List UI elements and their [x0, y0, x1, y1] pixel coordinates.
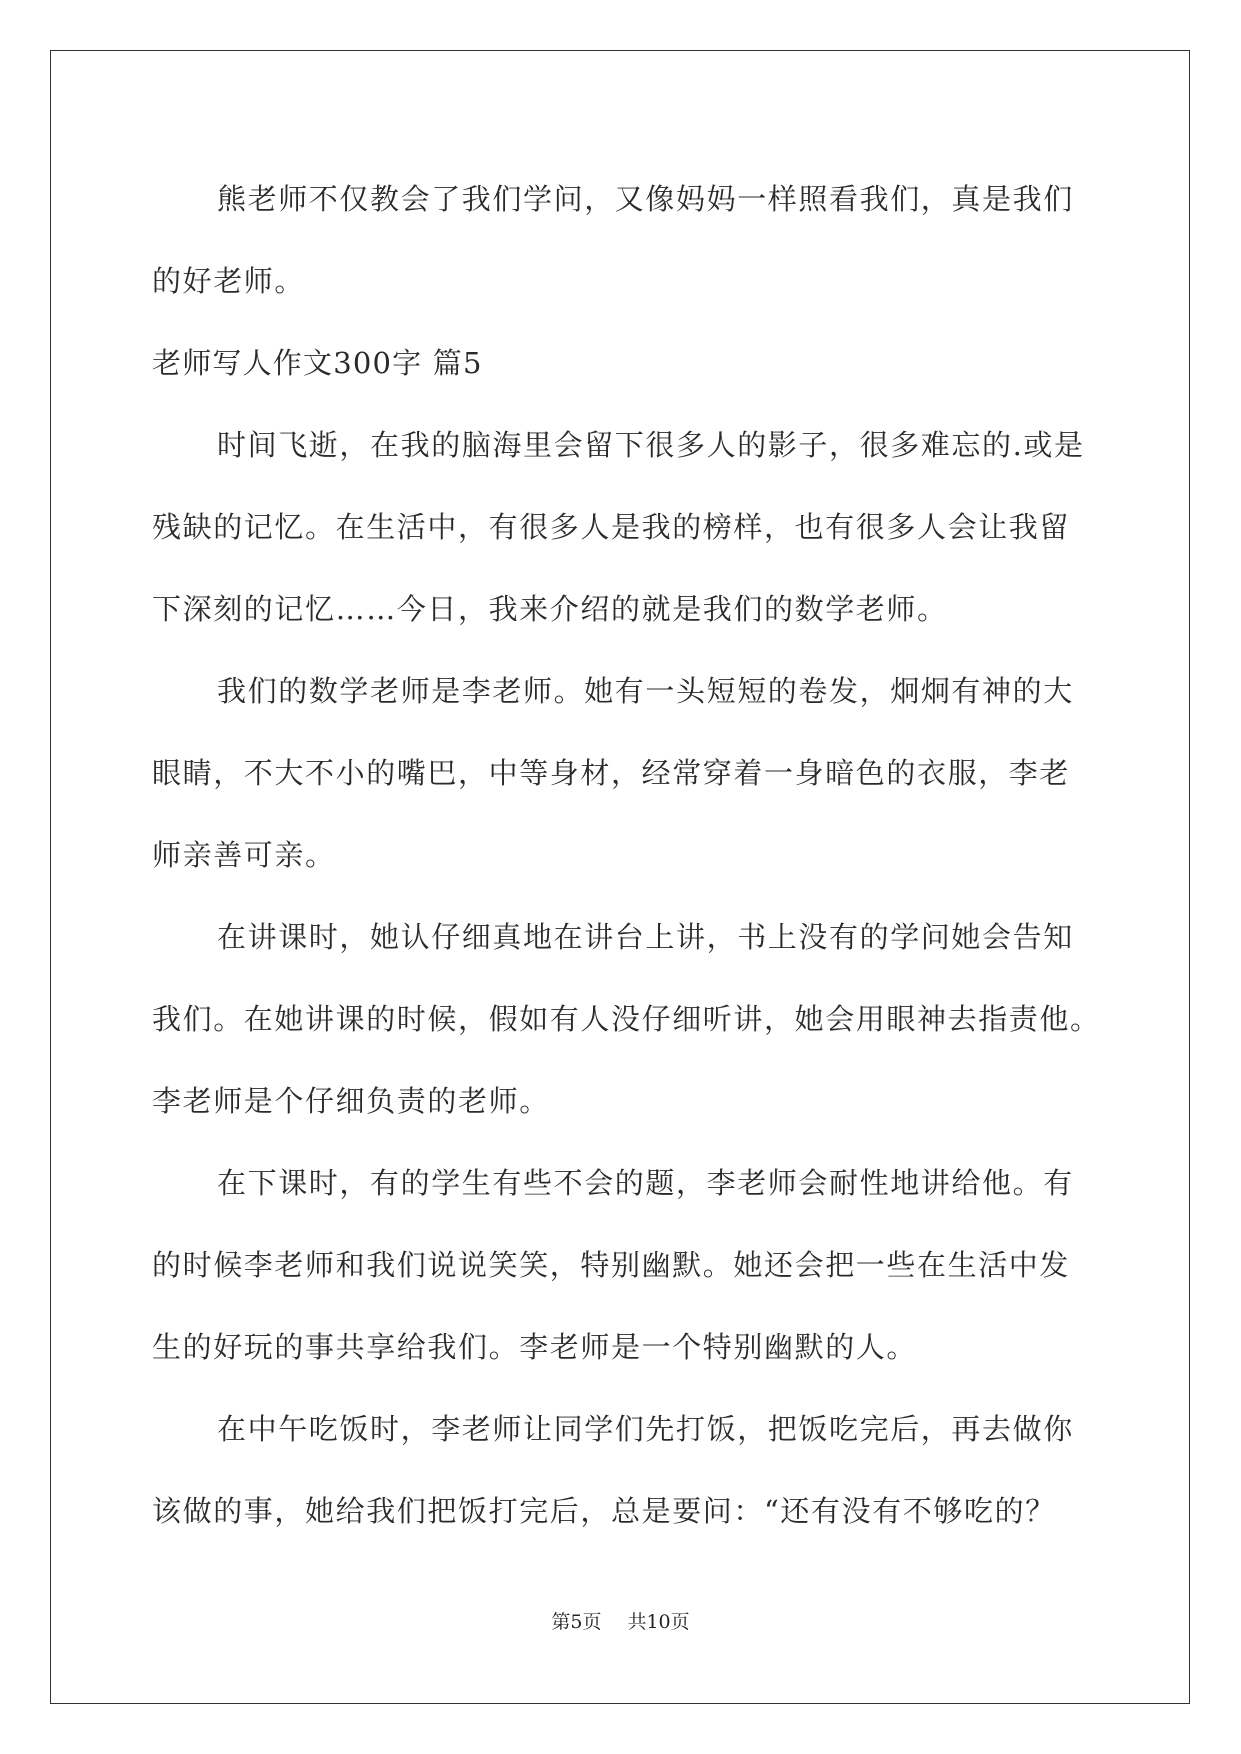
text-line: 师亲善可亲。: [152, 838, 336, 872]
text-line: 我们的数学老师是李老师。她有一头短短的卷发，炯炯有神的大: [217, 674, 1074, 708]
text-line: 李老师是个仔细负责的老师。: [152, 1084, 550, 1118]
text-line: 在中午吃饭时，李老师让同学们先打饭，把饭吃完后，再去做你: [217, 1412, 1074, 1446]
text-line: 该做的事，她给我们把饭打完后，总是要问：“还有没有不够吃的？: [152, 1494, 1056, 1528]
text-line: 的时候李老师和我们说说笑笑，特别幽默。她还会把一些在生活中发: [152, 1248, 1071, 1282]
text-line: 熊老师不仅教会了我们学问，又像妈妈一样照看我们，真是我们: [217, 182, 1074, 216]
document-body: [152, 158, 1101, 1552]
text-line: 下深刻的记忆……今日，我来介绍的就是我们的数学老师。: [152, 592, 948, 626]
text-line: 生的好玩的事共享给我们。李老师是一个特别幽默的人。: [152, 1330, 918, 1364]
text-line: 的好老师。: [152, 264, 306, 298]
page-number: 第5页: [551, 1611, 602, 1633]
page-footer: [0, 1607, 1241, 1634]
text-line: 眼睛，不大不小的嘴巴，中等身材，经常穿着一身暗色的衣服，李老: [152, 756, 1071, 790]
text-line: 在下课时，有的学生有些不会的题，李老师会耐性地讲给他。有: [217, 1166, 1074, 1200]
text-line: 我们。在她讲课的时候，假如有人没仔细听讲，她会用眼神去指责他。: [152, 1002, 1101, 1036]
text-line: 残缺的记忆。在生活中，有很多人是我的榜样，也有很多人会让我留: [152, 510, 1071, 544]
page-total: 共10页: [627, 1611, 690, 1633]
text-line: 时间飞逝，在我的脑海里会留下很多人的影子，很多难忘的.或是: [217, 428, 1085, 462]
section-heading: 老师写人作文300字 篇5: [152, 346, 483, 380]
text-line: 在讲课时，她认仔细真地在讲台上讲，书上没有的学问她会告知: [217, 920, 1074, 954]
